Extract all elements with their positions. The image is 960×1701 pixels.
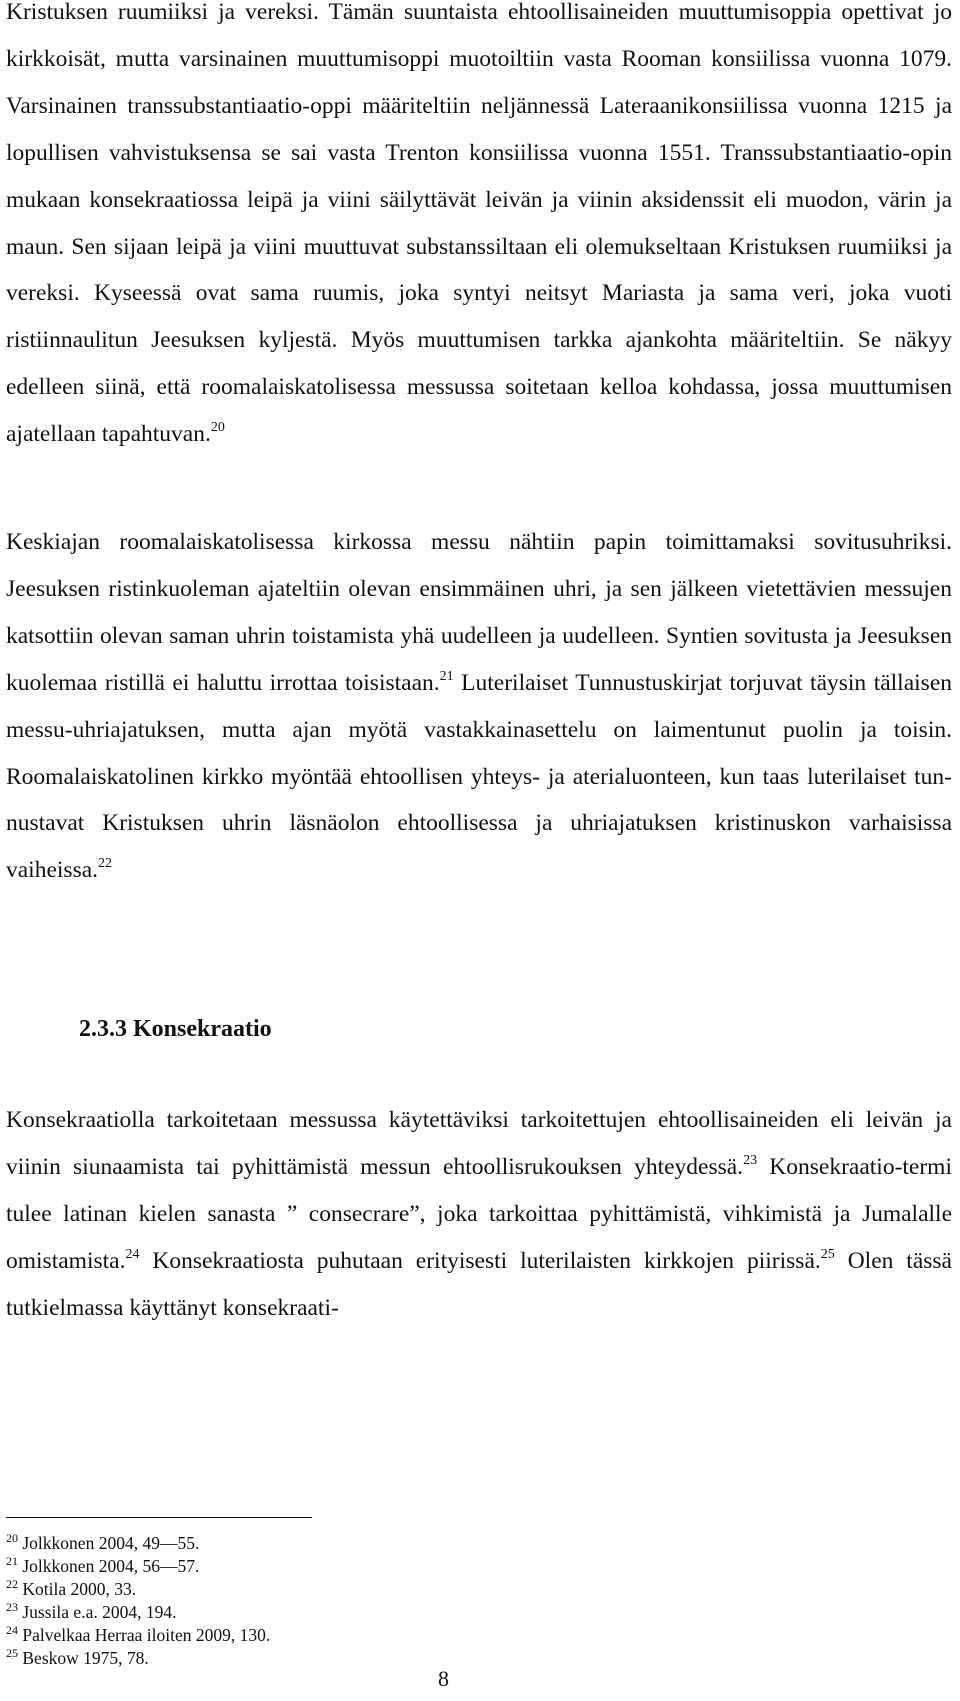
footnote-text: Jolkkonen 2004, 49—55. (22, 1533, 200, 1553)
footnote-text: Palvelkaa Herraa iloiten 2009, 130. (22, 1625, 271, 1645)
footnote-reference: 25 (820, 1246, 835, 1262)
paragraph-text: Olen tässä tutkielmassa käyttänyt konsekraati- (6, 1247, 952, 1321)
footnote-item (6, 1601, 270, 1624)
footnote-number: 21 (6, 1553, 18, 1568)
paragraph-text: Konsekraatiolla tarkoitetaan messussa käytettäviksi tarkoitettujen ehtoollisaineiden eli leivän ja viinin siunaamista tai pyhittämistä messun ehtoollisrukouksen yhteydessä. (6, 1107, 952, 1180)
section-heading: 2.3.3 Konsekraatio (79, 1016, 272, 1042)
footnote-number: 22 (6, 1576, 18, 1591)
footnote-text: Jussila e.a. 2004, 194. (22, 1602, 177, 1622)
footnote-item (6, 1555, 270, 1578)
footnote-item (6, 1532, 270, 1555)
footnote-reference: 22 (98, 856, 113, 872)
paragraph-text: Konsekraatio-termi tulee latinan kielen sanasta ” consecrare”, joka tarkoittaa pyhittämistä, vihkimistä ja Jumalalle omistamista. (6, 1153, 952, 1274)
footnote-text: Beskow 1975, 78. (22, 1648, 149, 1668)
page-number: 8 (438, 1666, 449, 1691)
footnote-reference: 21 (439, 668, 454, 684)
paragraph-text: Konsekraatiosta puhutaan erityisesti luterilaisten kirkkojen piirissä. (139, 1247, 821, 1274)
footnote-list (6, 1532, 270, 1670)
paragraph (6, 0, 952, 458)
footnote-number: 24 (6, 1622, 18, 1637)
paragraph (6, 1097, 952, 1332)
footnote-reference: 20 (210, 420, 225, 436)
footnote-reference: 23 (743, 1153, 758, 1169)
footnote-text: Kotila 2000, 33. (22, 1579, 137, 1599)
paragraph (6, 519, 952, 894)
footnote-number: 20 (6, 1530, 18, 1545)
footnote-divider (6, 1517, 312, 1518)
footnote-item (6, 1578, 270, 1601)
paragraph-text: Kristuksen ruumiiksi ja vereksi. Tämän suuntaista ehtoollisaineiden muuttumisoppia opettivat jo kirkkoisät, mutta varsinainen muuttumisoppi muotoiltiin vasta Rooman konsiilissa vuonna 1079. Varsinainen transsubstantiaatio-oppi määriteltiin neljännessä Lateraanikonsiilissa vuonna 1215 ja lopullisen vahvistuksensa se sai vasta Trenton konsiilissa vuonna 1551. Transsubstantiaatio-opin mukaan konsekraatiossa leipä ja viini säilyttävät leivän ja viinin aksidenssit eli muodon, värin ja maun. Sen sijaan leipä ja viini muuttuvat substanssiltaan eli olemukseltaan Kristuksen ruumiiksi ja vereksi. Kyseessä ovat sama ruumis, joka syntyi neitsyt Mariasta ja sama veri, joka vuoti ristiinnaulitun Jeesuksen kyljestä. Myös muuttumisen tarkka ajankohta määriteltiin. Se näkyy edelleen siinä, että roomalaiskatolisessa messussa soitetaan kelloa kohdassa, jossa muuttumisen ajatellaan tapahtuvan. (6, 0, 952, 448)
footnote-reference: 24 (125, 1246, 140, 1262)
footnote-number: 25 (6, 1645, 18, 1660)
footnote-item (6, 1624, 270, 1647)
footnote-text: Jolkkonen 2004, 56—57. (22, 1556, 200, 1576)
footnote-number: 23 (6, 1599, 18, 1614)
paragraph-text: Luterilaiset Tunnustuskirjat torjuvat täysin tällaisen messu-uhriajatuksen, mutta ajan myötä vastakkainasettelu on laimentunut puolin ja toisin. Roomalaiskatolinen kirkko myöntää ehtoollisen yhteys- ja aterialuonteen, kun taas luterilaiset tunnustavat Kristuksen uhrin läsnäolon ehtoollisessa ja uhriajatuksen kristinuskon varhaisissa vaiheissa. (6, 669, 952, 884)
paragraph-text: Keskiajan roomalaiskatolisessa kirkossa messu nähtiin papin toimittamaksi sovitusuhriksi. Jeesuksen ristinkuoleman ajateltiin olevan ensimmäinen uhri, ja sen jälkeen vietettävien messujen katsottiin olevan saman uhrin toistamista yhä uudelleen ja uudelleen. Syntien sovitusta ja Jeesuksen kuolemaa ristillä ei haluttu irrottaa toisistaan. (6, 529, 952, 696)
